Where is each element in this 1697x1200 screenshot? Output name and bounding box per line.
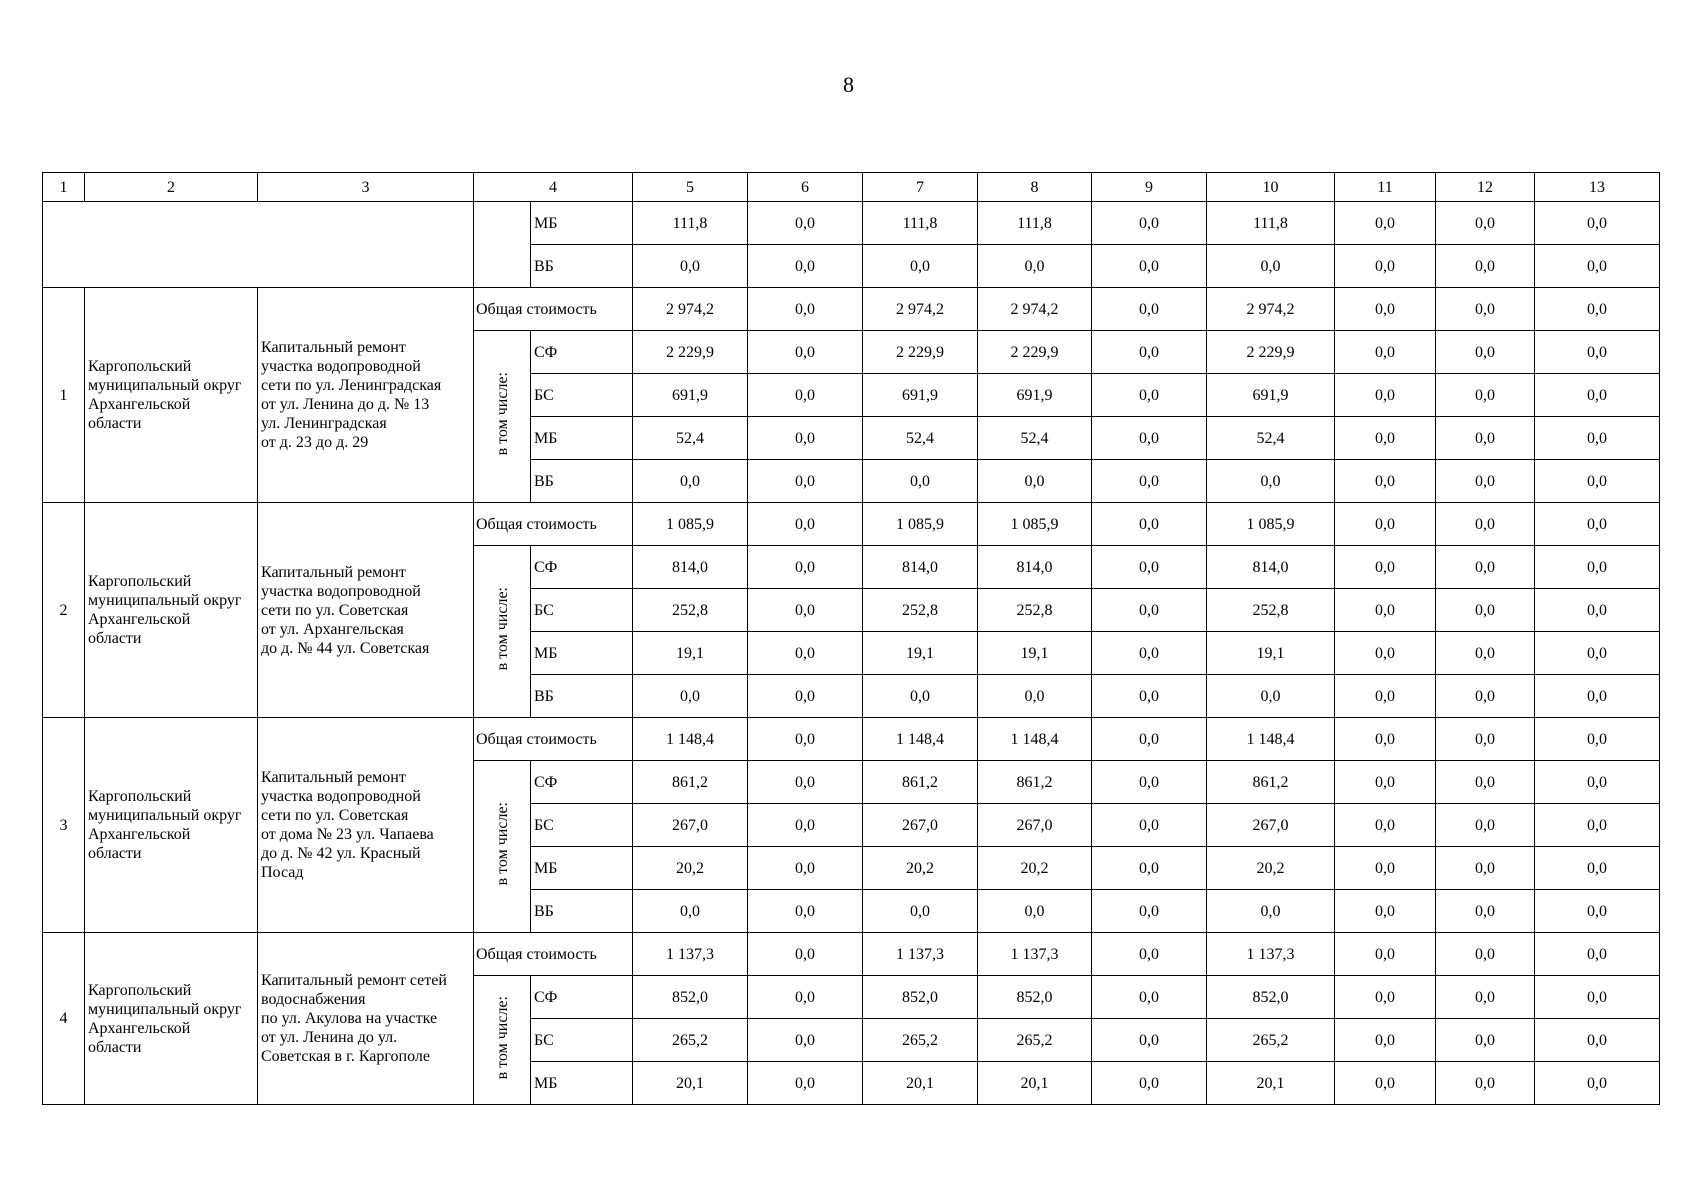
value-cell: 0,0 <box>1535 890 1660 933</box>
value-cell: 265,2 <box>633 1019 748 1062</box>
value-cell: 0,0 <box>863 460 978 503</box>
value-cell: 0,0 <box>1335 374 1436 417</box>
value-cell: 0,0 <box>1335 976 1436 1019</box>
value-cell: 111,8 <box>633 202 748 245</box>
value-cell: 0,0 <box>748 202 863 245</box>
value-cell: 0,0 <box>1436 632 1535 675</box>
value-cell: 0,0 <box>1436 976 1535 1019</box>
header-cell: 11 <box>1335 173 1436 202</box>
value-cell: 0,0 <box>1436 675 1535 718</box>
value-cell: 0,0 <box>1335 589 1436 632</box>
value-cell: 0,0 <box>863 245 978 288</box>
funding-source-label: МБ <box>531 847 633 890</box>
value-cell: 852,0 <box>633 976 748 1019</box>
total-value-cell: 1 137,3 <box>863 933 978 976</box>
funding-source-label: ВБ <box>531 675 633 718</box>
including-label: в том числе: <box>493 995 511 1080</box>
value-cell: 0,0 <box>1335 202 1436 245</box>
value-cell: 861,2 <box>1207 761 1335 804</box>
value-cell: 0,0 <box>1092 632 1207 675</box>
total-value-cell: 0,0 <box>1092 933 1207 976</box>
value-cell: 0,0 <box>1436 546 1535 589</box>
value-cell: 0,0 <box>1535 761 1660 804</box>
group-total-row <box>43 718 1660 761</box>
value-cell: 0,0 <box>1535 589 1660 632</box>
funding-source-label: БС <box>531 374 633 417</box>
row-number: 3 <box>43 718 85 933</box>
row-number: 4 <box>43 933 85 1105</box>
header-cell: 2 <box>85 173 258 202</box>
value-cell: 0,0 <box>1535 804 1660 847</box>
value-cell: 0,0 <box>1436 245 1535 288</box>
total-value-cell: 2 974,2 <box>863 288 978 331</box>
value-cell: 0,0 <box>1535 331 1660 374</box>
value-cell: 111,8 <box>978 202 1092 245</box>
value-cell: 0,0 <box>1436 589 1535 632</box>
value-cell: 0,0 <box>748 976 863 1019</box>
group-total-row <box>43 503 1660 546</box>
value-cell: 0,0 <box>1092 675 1207 718</box>
value-cell: 0,0 <box>1092 1019 1207 1062</box>
project-description-cell: Капитальный ремонт участка водопроводной сети по ул. Советская от ул. Архангельская до д. № 44 ул. Советская <box>258 503 474 718</box>
value-cell: 0,0 <box>1535 374 1660 417</box>
total-value-cell: 0,0 <box>1092 718 1207 761</box>
funding-source-label: БС <box>531 1019 633 1062</box>
value-cell: 0,0 <box>1092 589 1207 632</box>
total-value-cell: 1 148,4 <box>863 718 978 761</box>
funding-source-label: СФ <box>531 976 633 1019</box>
value-cell: 0,0 <box>748 890 863 933</box>
including-label: в том числе: <box>493 587 511 671</box>
page-number: 8 <box>843 72 854 97</box>
value-cell: 111,8 <box>1207 202 1335 245</box>
value-cell: 0,0 <box>748 331 863 374</box>
value-cell: 861,2 <box>633 761 748 804</box>
value-cell: 52,4 <box>863 417 978 460</box>
value-cell: 691,9 <box>978 374 1092 417</box>
value-cell: 252,8 <box>978 589 1092 632</box>
total-value-cell: 0,0 <box>748 718 863 761</box>
value-cell: 20,1 <box>1207 1062 1335 1105</box>
total-value-cell: 2 974,2 <box>633 288 748 331</box>
value-cell: 0,0 <box>1335 245 1436 288</box>
value-cell: 0,0 <box>1335 675 1436 718</box>
value-cell: 0,0 <box>748 1062 863 1105</box>
total-value-cell: 0,0 <box>1535 718 1660 761</box>
municipality-cell: Каргопольский муниципальный округ Архангельской области <box>85 288 258 503</box>
budget-table <box>42 172 1660 1105</box>
value-cell: 0,0 <box>1092 1062 1207 1105</box>
value-cell: 0,0 <box>1335 804 1436 847</box>
value-cell: 0,0 <box>1207 890 1335 933</box>
value-cell: 814,0 <box>1207 546 1335 589</box>
value-cell: 852,0 <box>978 976 1092 1019</box>
value-cell: 0,0 <box>633 675 748 718</box>
value-cell: 252,8 <box>633 589 748 632</box>
value-cell: 0,0 <box>748 804 863 847</box>
value-cell: 265,2 <box>978 1019 1092 1062</box>
value-cell: 0,0 <box>1535 847 1660 890</box>
value-cell: 0,0 <box>1092 804 1207 847</box>
total-value-cell: 0,0 <box>1436 503 1535 546</box>
value-cell: 0,0 <box>1436 890 1535 933</box>
value-cell: 2 229,9 <box>863 331 978 374</box>
value-cell: 0,0 <box>1436 331 1535 374</box>
value-cell: 0,0 <box>1207 245 1335 288</box>
total-value-cell: 2 974,2 <box>1207 288 1335 331</box>
total-value-cell: 1 148,4 <box>1207 718 1335 761</box>
value-cell: 111,8 <box>863 202 978 245</box>
value-cell: 0,0 <box>633 245 748 288</box>
including-label-cell <box>474 976 531 1105</box>
municipality-cell: Каргопольский муниципальный округ Архангельской области <box>85 718 258 933</box>
total-cost-label: Общая стоимость <box>474 718 633 761</box>
total-value-cell: 0,0 <box>1535 503 1660 546</box>
value-cell: 0,0 <box>1436 1019 1535 1062</box>
total-value-cell: 0,0 <box>1436 718 1535 761</box>
total-cost-label: Общая стоимость <box>474 503 633 546</box>
value-cell: 852,0 <box>1207 976 1335 1019</box>
value-cell: 0,0 <box>748 1019 863 1062</box>
value-cell: 19,1 <box>978 632 1092 675</box>
value-cell: 0,0 <box>1335 1019 1436 1062</box>
value-cell: 0,0 <box>1436 1062 1535 1105</box>
value-cell: 19,1 <box>863 632 978 675</box>
funding-source-label: ВБ <box>531 890 633 933</box>
continuation-blank <box>43 202 474 288</box>
including-label: в том числе: <box>493 372 511 456</box>
value-cell: 852,0 <box>863 976 978 1019</box>
funding-source-label: ВБ <box>531 245 633 288</box>
value-cell: 265,2 <box>863 1019 978 1062</box>
value-cell: 0,0 <box>633 460 748 503</box>
value-cell: 0,0 <box>1535 1062 1660 1105</box>
value-cell: 52,4 <box>633 417 748 460</box>
total-value-cell: 0,0 <box>1436 288 1535 331</box>
total-value-cell: 0,0 <box>748 933 863 976</box>
value-cell: 0,0 <box>1335 847 1436 890</box>
value-cell: 267,0 <box>863 804 978 847</box>
value-cell: 814,0 <box>863 546 978 589</box>
value-cell: 0,0 <box>863 675 978 718</box>
value-cell: 0,0 <box>1335 632 1436 675</box>
value-cell: 0,0 <box>1092 202 1207 245</box>
total-value-cell: 1 085,9 <box>1207 503 1335 546</box>
value-cell: 0,0 <box>1092 847 1207 890</box>
header-cell: 9 <box>1092 173 1207 202</box>
value-cell: 0,0 <box>633 890 748 933</box>
municipality-cell: Каргопольский муниципальный округ Архангельской области <box>85 933 258 1105</box>
value-cell: 0,0 <box>1436 804 1535 847</box>
funding-source-label: МБ <box>531 202 633 245</box>
value-cell: 0,0 <box>748 546 863 589</box>
header-cell: 7 <box>863 173 978 202</box>
value-cell: 0,0 <box>1092 976 1207 1019</box>
funding-source-label: СФ <box>531 546 633 589</box>
funding-source-label: ВБ <box>531 460 633 503</box>
value-cell: 0,0 <box>1092 460 1207 503</box>
header-cell: 6 <box>748 173 863 202</box>
value-cell: 0,0 <box>1092 374 1207 417</box>
header-cell: 13 <box>1535 173 1660 202</box>
value-cell: 0,0 <box>1092 546 1207 589</box>
row-number: 2 <box>43 503 85 718</box>
value-cell: 861,2 <box>978 761 1092 804</box>
total-value-cell: 0,0 <box>1092 503 1207 546</box>
value-cell: 0,0 <box>1092 417 1207 460</box>
funding-source-label: СФ <box>531 761 633 804</box>
value-cell: 20,1 <box>863 1062 978 1105</box>
value-cell: 0,0 <box>1535 675 1660 718</box>
header-cell: 10 <box>1207 173 1335 202</box>
value-cell: 814,0 <box>633 546 748 589</box>
value-cell: 0,0 <box>1436 374 1535 417</box>
value-cell: 0,0 <box>1436 417 1535 460</box>
value-cell: 20,2 <box>863 847 978 890</box>
value-cell: 0,0 <box>1092 761 1207 804</box>
value-cell: 814,0 <box>978 546 1092 589</box>
value-cell: 267,0 <box>1207 804 1335 847</box>
value-cell: 0,0 <box>978 460 1092 503</box>
total-value-cell: 0,0 <box>1436 933 1535 976</box>
funding-source-label: МБ <box>531 632 633 675</box>
value-cell: 0,0 <box>1092 245 1207 288</box>
funding-source-label: СФ <box>531 331 633 374</box>
total-value-cell: 1 148,4 <box>633 718 748 761</box>
value-cell: 0,0 <box>748 460 863 503</box>
value-cell: 0,0 <box>1535 245 1660 288</box>
row-number: 1 <box>43 288 85 503</box>
continuation-indent <box>474 202 531 288</box>
value-cell: 0,0 <box>1335 331 1436 374</box>
value-cell: 0,0 <box>1436 460 1535 503</box>
including-label: в том числе: <box>493 802 511 886</box>
value-cell: 0,0 <box>978 675 1092 718</box>
total-value-cell: 1 085,9 <box>863 503 978 546</box>
municipality-cell: Каргопольский муниципальный округ Архангельской области <box>85 503 258 718</box>
project-description-cell: Капитальный ремонт участка водопроводной сети по ул. Ленинградская от ул. Ленина до д. № 13 ул. Ленинградская от д. 23 до д. 29 <box>258 288 474 503</box>
value-cell: 20,2 <box>978 847 1092 890</box>
value-cell: 52,4 <box>1207 417 1335 460</box>
group-total-row <box>43 933 1660 976</box>
total-value-cell: 1 148,4 <box>978 718 1092 761</box>
group-total-row <box>43 288 1660 331</box>
total-value-cell: 1 085,9 <box>633 503 748 546</box>
table-row <box>43 202 1660 245</box>
value-cell: 0,0 <box>1207 675 1335 718</box>
value-cell: 20,1 <box>978 1062 1092 1105</box>
total-cost-label: Общая стоимость <box>474 933 633 976</box>
value-cell: 267,0 <box>978 804 1092 847</box>
total-value-cell: 1 137,3 <box>633 933 748 976</box>
header-cell: 3 <box>258 173 474 202</box>
value-cell: 0,0 <box>978 245 1092 288</box>
including-label-cell <box>474 761 531 933</box>
value-cell: 52,4 <box>978 417 1092 460</box>
value-cell: 0,0 <box>748 761 863 804</box>
value-cell: 0,0 <box>1535 460 1660 503</box>
total-value-cell: 0,0 <box>1335 718 1436 761</box>
total-value-cell: 1 085,9 <box>978 503 1092 546</box>
project-description-cell: Капитальный ремонт участка водопроводной сети по ул. Советская от дома № 23 ул. Чапаева до д. № 42 ул. Красный Посад <box>258 718 474 933</box>
including-label-cell <box>474 546 531 718</box>
value-cell: 252,8 <box>863 589 978 632</box>
value-cell: 0,0 <box>1436 847 1535 890</box>
total-value-cell: 0,0 <box>1092 288 1207 331</box>
value-cell: 0,0 <box>1535 546 1660 589</box>
value-cell: 0,0 <box>1535 976 1660 1019</box>
value-cell: 0,0 <box>748 374 863 417</box>
value-cell: 0,0 <box>748 847 863 890</box>
value-cell: 0,0 <box>748 589 863 632</box>
value-cell: 0,0 <box>1535 1019 1660 1062</box>
header-cell: 4 <box>474 173 633 202</box>
value-cell: 0,0 <box>1092 331 1207 374</box>
value-cell: 20,2 <box>633 847 748 890</box>
value-cell: 252,8 <box>1207 589 1335 632</box>
value-cell: 0,0 <box>1535 202 1660 245</box>
value-cell: 2 229,9 <box>1207 331 1335 374</box>
value-cell: 2 229,9 <box>978 331 1092 374</box>
value-cell: 0,0 <box>1335 1062 1436 1105</box>
value-cell: 691,9 <box>863 374 978 417</box>
value-cell: 20,2 <box>1207 847 1335 890</box>
funding-source-label: МБ <box>531 1062 633 1105</box>
total-value-cell: 0,0 <box>1335 288 1436 331</box>
total-value-cell: 1 137,3 <box>978 933 1092 976</box>
funding-source-label: БС <box>531 589 633 632</box>
value-cell: 0,0 <box>863 890 978 933</box>
value-cell: 691,9 <box>1207 374 1335 417</box>
funding-source-label: БС <box>531 804 633 847</box>
total-value-cell: 0,0 <box>748 503 863 546</box>
value-cell: 0,0 <box>1436 202 1535 245</box>
total-cost-label: Общая стоимость <box>474 288 633 331</box>
value-cell: 2 229,9 <box>633 331 748 374</box>
value-cell: 267,0 <box>633 804 748 847</box>
total-value-cell: 0,0 <box>1535 933 1660 976</box>
value-cell: 0,0 <box>1535 632 1660 675</box>
value-cell: 0,0 <box>1335 890 1436 933</box>
header-cell: 5 <box>633 173 748 202</box>
table-body <box>43 173 1660 1105</box>
value-cell: 0,0 <box>748 417 863 460</box>
value-cell: 0,0 <box>748 245 863 288</box>
total-value-cell: 0,0 <box>748 288 863 331</box>
value-cell: 861,2 <box>863 761 978 804</box>
value-cell: 0,0 <box>1436 761 1535 804</box>
value-cell: 0,0 <box>1335 417 1436 460</box>
value-cell: 265,2 <box>1207 1019 1335 1062</box>
value-cell: 0,0 <box>1092 890 1207 933</box>
total-value-cell: 0,0 <box>1335 933 1436 976</box>
value-cell: 19,1 <box>1207 632 1335 675</box>
total-value-cell: 1 137,3 <box>1207 933 1335 976</box>
header-cell: 8 <box>978 173 1092 202</box>
value-cell: 20,1 <box>633 1062 748 1105</box>
value-cell: 0,0 <box>1535 417 1660 460</box>
total-value-cell: 2 974,2 <box>978 288 1092 331</box>
value-cell: 0,0 <box>748 632 863 675</box>
header-cell: 12 <box>1436 173 1535 202</box>
value-cell: 0,0 <box>1207 460 1335 503</box>
value-cell: 0,0 <box>1335 460 1436 503</box>
value-cell: 691,9 <box>633 374 748 417</box>
value-cell: 19,1 <box>633 632 748 675</box>
including-label-cell <box>474 331 531 503</box>
total-value-cell: 0,0 <box>1535 288 1660 331</box>
value-cell: 0,0 <box>978 890 1092 933</box>
header-row <box>43 173 1660 202</box>
header-cell: 1 <box>43 173 85 202</box>
funding-source-label: МБ <box>531 417 633 460</box>
value-cell: 0,0 <box>748 675 863 718</box>
value-cell: 0,0 <box>1335 546 1436 589</box>
project-description-cell: Капитальный ремонт сетей водоснабжения по ул. Акулова на участке от ул. Ленина до ул. Советская в г. Каргополе <box>258 933 474 1105</box>
value-cell: 0,0 <box>1335 761 1436 804</box>
total-value-cell: 0,0 <box>1335 503 1436 546</box>
